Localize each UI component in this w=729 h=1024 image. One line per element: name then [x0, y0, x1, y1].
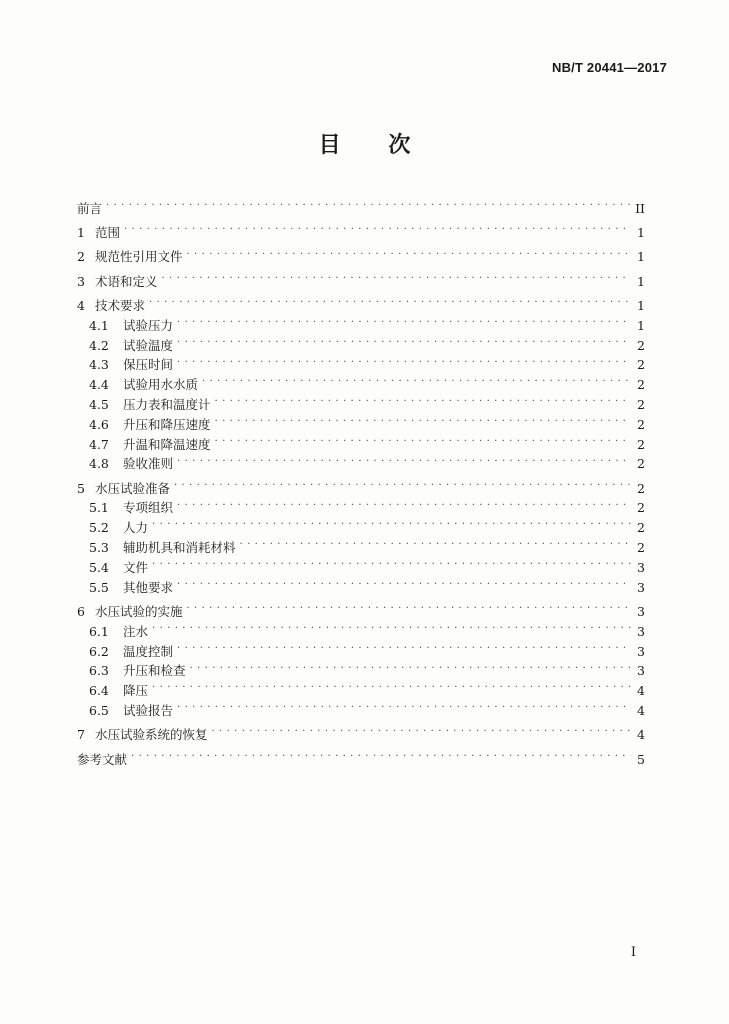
toc-entry-page: 1	[637, 297, 645, 313]
toc-entry[interactable]	[77, 572, 645, 595]
toc-dot-leader	[215, 429, 631, 449]
toc-entry-page: 5	[637, 751, 645, 767]
toc-dot-leader	[186, 596, 631, 616]
toc-entry[interactable]	[77, 310, 645, 333]
toc-entry-number: 4.4	[89, 377, 109, 393]
toc-dot-leader	[215, 389, 631, 409]
toc-entry-number: 4.1	[89, 317, 109, 333]
toc-entry-label: 降压	[123, 683, 149, 699]
toc-dot-leader	[177, 449, 631, 469]
toc-entry-label: 专项组织	[123, 500, 174, 516]
toc-entry-page: 4	[637, 727, 645, 743]
page-title: 目 次	[318, 132, 431, 158]
table-of-contents	[77, 193, 645, 767]
toc-entry-number: 6.1	[89, 623, 109, 639]
toc-entry-label: 试验用水水质	[123, 377, 199, 393]
page-number: I	[630, 945, 636, 960]
toc-entry[interactable]	[77, 552, 645, 575]
toc-entry[interactable]	[77, 636, 645, 659]
toc-entry[interactable]	[77, 695, 645, 718]
toc-entry-page: 2	[637, 540, 645, 556]
toc-entry-page: II	[635, 200, 645, 216]
toc-entry-page: 2	[637, 500, 645, 516]
toc-entry-number: 4.8	[89, 456, 109, 472]
toc-dot-leader	[240, 532, 631, 552]
toc-dot-leader	[177, 330, 631, 350]
toc-entry-page: 2	[637, 357, 645, 373]
toc-entry-number: 3	[77, 273, 85, 289]
toc-entry-page: 2	[637, 416, 645, 432]
toc-entry-number: 5.5	[89, 579, 109, 595]
toc-entry[interactable]	[77, 193, 645, 216]
toc-entry[interactable]	[77, 616, 645, 639]
toc-dot-leader	[149, 290, 631, 310]
toc-entry-number: 6.5	[89, 702, 109, 718]
toc-dot-leader	[131, 744, 631, 764]
toc-entry-label: 技术要求	[94, 297, 145, 313]
toc-entry-number: 4.3	[89, 357, 109, 373]
toc-entry[interactable]	[77, 719, 645, 743]
toc-entry-label: 试验报告	[123, 702, 174, 718]
toc-entry-label: 参考文献	[77, 751, 128, 767]
toc-entry-number: 6.3	[89, 663, 109, 679]
toc-entry-label: 试验温度	[123, 337, 174, 353]
toc-entry-number: 5.1	[89, 500, 109, 516]
toc-entry-label: 验收准则	[123, 456, 174, 472]
toc-entry-page: 3	[637, 623, 645, 639]
toc-entry-page: 1	[637, 317, 645, 333]
toc-entry-label: 术语和定义	[94, 273, 158, 289]
toc-entry-label: 注水	[123, 623, 149, 639]
toc-dot-leader	[174, 473, 631, 493]
toc-entry-page: 1	[637, 273, 645, 289]
toc-entry-label: 前言	[77, 200, 103, 216]
toc-entry[interactable]	[77, 290, 645, 313]
toc-entry-label: 升压和降压速度	[123, 416, 211, 432]
toc-entry-label: 保压时间	[123, 357, 174, 373]
toc-entry-page: 4	[637, 702, 645, 718]
toc-dot-leader	[177, 695, 631, 715]
toc-entry-label: 水压试验的实施	[94, 603, 183, 619]
toc-entry-page: 3	[637, 559, 645, 575]
toc-entry[interactable]	[77, 266, 645, 289]
toc-entry-page: 3	[637, 579, 645, 595]
toc-entry-page: 2	[637, 377, 645, 393]
toc-entry-label: 水压试验系统的恢复	[94, 727, 208, 743]
toc-entry-number: 2	[77, 249, 85, 265]
toc-dot-leader	[202, 369, 631, 389]
toc-entry-label: 规范性引用文件	[94, 249, 183, 265]
toc-entry[interactable]	[77, 473, 645, 496]
toc-entry[interactable]	[77, 675, 645, 699]
toc-dot-leader	[215, 409, 631, 429]
toc-dot-leader	[124, 217, 631, 237]
toc-entry-number: 6.4	[89, 683, 109, 699]
toc-entry-page: 2	[637, 396, 645, 412]
toc-entry[interactable]	[77, 596, 645, 619]
toc-entry-number: 4.7	[89, 436, 109, 452]
toc-entry-page: 2	[637, 436, 645, 452]
toc-entry-number: 4.6	[89, 416, 109, 432]
toc-entry-page: 2	[637, 337, 645, 353]
toc-entry-number: 5	[77, 480, 85, 496]
toc-entry-page: 3	[637, 603, 645, 619]
toc-dot-leader	[177, 310, 631, 330]
toc-entry-page: 2	[637, 456, 645, 472]
toc-entry-number: 4.2	[89, 337, 109, 353]
toc-entry[interactable]	[77, 217, 645, 241]
toc-entry-label: 试验压力	[123, 317, 174, 333]
toc-entry-number: 5.4	[89, 559, 109, 575]
toc-dot-leader	[190, 656, 631, 676]
toc-entry[interactable]	[77, 242, 645, 265]
toc-entry-number: 6	[77, 603, 85, 619]
toc-dot-leader	[186, 242, 631, 262]
toc-dot-leader	[177, 493, 631, 513]
toc-entry-label: 升压和检查	[123, 663, 186, 679]
toc-dot-leader	[152, 675, 631, 695]
toc-entry-page: 2	[637, 520, 645, 536]
toc-entry[interactable]	[77, 744, 645, 767]
toc-entry-number: 5.2	[89, 520, 109, 536]
toc-entry-page: 2	[637, 480, 645, 496]
toc-entry-number: 5.3	[89, 540, 109, 556]
toc-entry-number: 4.5	[89, 396, 109, 412]
toc-entry-page: 4	[637, 683, 645, 699]
toc-entry-label: 文件	[123, 559, 149, 575]
toc-entry-label: 压力表和温度计	[123, 396, 211, 412]
toc-dot-leader	[152, 552, 631, 572]
toc-entry[interactable]	[77, 512, 645, 536]
toc-entry-number: 6.2	[89, 643, 109, 659]
toc-entry-label: 其他要求	[123, 579, 174, 595]
toc-entry-label: 范围	[94, 225, 120, 241]
toc-entry-number: 1	[77, 225, 85, 241]
toc-dot-leader	[152, 512, 631, 532]
toc-entry[interactable]	[77, 532, 645, 556]
toc-entry-page: 1	[637, 225, 645, 241]
toc-entry-label: 温度控制	[123, 643, 174, 659]
toc-entry-page: 1	[637, 249, 645, 265]
toc-dot-leader	[211, 719, 631, 739]
toc-dot-leader	[152, 616, 631, 636]
toc-dot-leader	[106, 193, 631, 213]
toc-entry-label: 辅助机具和消耗材料	[123, 540, 236, 556]
toc-dot-leader	[177, 636, 631, 656]
standard-code: NB/T 20441—2017	[551, 60, 667, 75]
toc-entry-label: 水压试验准备	[94, 480, 170, 496]
toc-dot-leader	[177, 572, 631, 592]
toc-entry-number: 7	[77, 727, 85, 743]
toc-entry-label: 升温和降温速度	[123, 436, 211, 452]
toc-entry-page: 3	[637, 663, 645, 679]
toc-entry-page: 3	[637, 643, 645, 659]
toc-dot-leader	[161, 266, 631, 286]
toc-dot-leader	[177, 350, 631, 370]
toc-entry-label: 人力	[123, 520, 149, 536]
toc-entry-number: 4	[77, 297, 85, 313]
